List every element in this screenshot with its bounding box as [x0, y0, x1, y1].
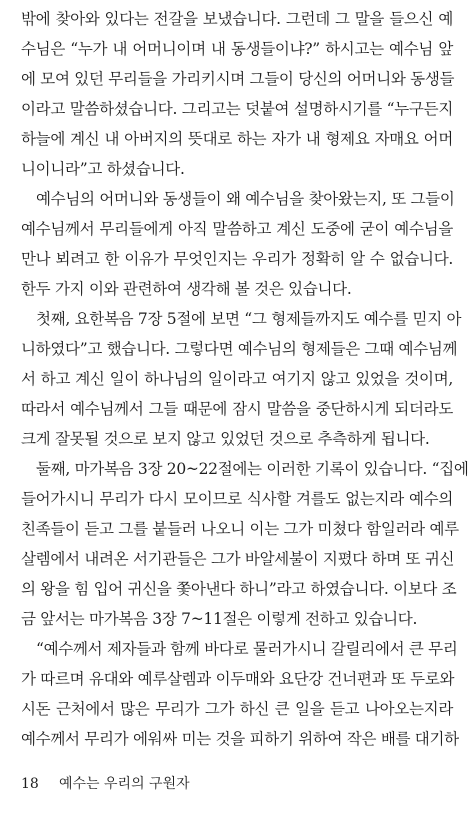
text-line: 밖에 찾아와 있다는 전갈을 보냈습니다. 그런데 그 말을 들으신 예: [21, 10, 453, 28]
text-line: 예수님께서 무리들에게 아직 말씀하고 계신 도중에 굳이 예수님을: [21, 220, 453, 238]
running-title: 예수는 우리의 구원자: [59, 776, 190, 792]
text-line: 의 왕을 힘 입어 귀신을 쫓아낸다 하니”라고 하였습니다. 이보다 조: [21, 580, 457, 598]
text-line: 가 따르며 유대와 예루살렘과 이두매와 요단강 건너편과 또 두로와: [21, 670, 455, 688]
text-line: 크게 잘못될 것으로 보지 않고 있었던 것으로 추측하게 됩니다.: [21, 430, 430, 448]
text-line: 친족들이 듣고 그를 붙들러 나오니 이는 그가 미쳤다 함일러라 예루: [21, 520, 459, 538]
text-line: 서 하고 계신 일이 하나님의 일이라고 여기지 않고 있었을 것이며,: [21, 370, 453, 388]
page-footer: [21, 772, 190, 796]
text-line: 예수님의 어머니와 동생들이 왜 예수님을 찾아왔는지, 또 그들이: [36, 190, 455, 208]
text-line: “예수께서 제자들과 함께 바다로 물러가시니 갈릴리에서 큰 무리: [36, 640, 458, 658]
text-line: 둘째, 마가복음 3장 20~22절에는 이러한 기록이 있습니다. “집에: [36, 460, 469, 478]
text-line: 한두 가지 이와 관련하여 생각해 볼 것은 있습니다.: [21, 280, 352, 298]
text-line: 수님은 “누가 내 어머니이며 내 동생들이냐?” 하시고는 예수님 앞: [21, 40, 453, 58]
text-line: 니이니라”고 하셨습니다.: [21, 160, 185, 178]
text-line: 이라고 말씀하셨습니다. 그리고는 덧붙여 설명하시기를 “누구든지: [21, 100, 453, 118]
text-line: 첫째, 요한복음 7장 5절에 보면 “그 형제들까지도 예수를 믿지 아: [36, 310, 462, 328]
text-line: 니하였다”고 했습니다. 그렇다면 예수님의 형제들은 그때 예수님께: [21, 340, 458, 358]
page-number: 18: [21, 776, 39, 792]
text-line: 따라서 예수님께서 그들 때문에 잠시 말씀을 중단하시게 되더라도: [21, 400, 453, 418]
text-line: 시돈 근처에서 많은 무리가 그가 하신 큰 일을 듣고 나아오는지라: [21, 700, 453, 718]
text-line: 들어가시니 무리가 다시 모이므로 식사할 겨를도 없는지라 예수의: [21, 490, 453, 508]
text-line: 하늘에 계신 내 아버지의 뜻대로 하는 자가 내 형제요 자매요 어머: [21, 130, 453, 148]
text-line: 에 모여 있던 무리들을 가리키시며 그들이 당신의 어머니와 동생들: [21, 70, 455, 88]
text-line: 금 앞서는 마가복음 3장 7~11절은 이렇게 전하고 있습니다.: [21, 610, 418, 628]
text-line: 예수께서 무리가 에워싸 미는 것을 피하기 위하여 작은 배를 대기하: [21, 730, 459, 748]
text-line: 살렘에서 내려온 서기관들은 그가 바알세불이 지폈다 하며 또 귀신: [21, 550, 455, 568]
text-line: 만나 뵈려고 한 이유가 무엇인지는 우리가 정확히 알 수 없습니다.: [21, 250, 453, 268]
